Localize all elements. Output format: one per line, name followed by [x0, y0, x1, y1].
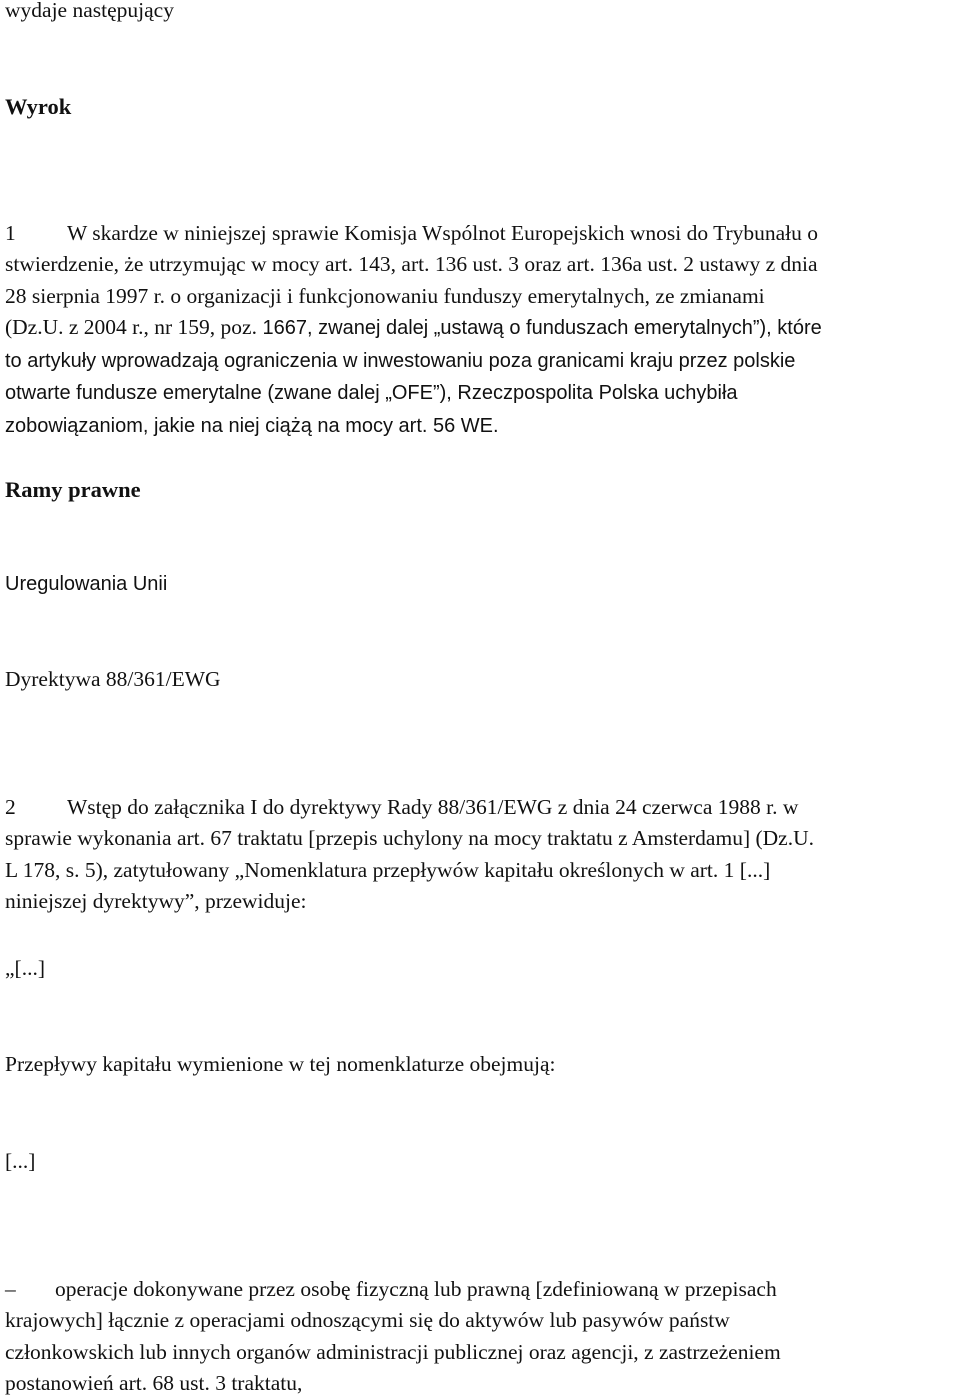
verdict-heading: Wyrok [5, 94, 72, 119]
directive-heading: Dyrektywa 88/361/EWG [5, 667, 221, 691]
dash-marker: – [5, 1276, 16, 1301]
paragraph-sans-text: 1667, zwanej dalej „ustawą o funduszach emerytalnych”), które to artykuły wprowadzają ograniczenia w inwestowaniu poza granicami kraju przez polskie otwarte fundusze emerytalne (zwane dalej „OFE”), Rzeczpospolita Polska uchybiła zobowiązaniom, jakie na niej ciążą na mocy art. 56 WE. [5, 317, 822, 437]
paragraph-text: sprawie wykonania art. 67 traktatu [przepis uchylony na mocy traktatu z Amsterdamu] (Dz.U. L 178, s. 5), zatytułowany „Nomenklatura przepływów kapitału określonych w art. 1 [...] niniejszej dyrektywy”, przewiduje: [5, 826, 814, 913]
list-item-first-line: operacje dokonywane przez osobę fizyczną lub prawną [zdefiniowaną w przepisach [55, 1276, 777, 1301]
paragraph-1 [5, 186, 958, 442]
ellipsis-line: [...] [5, 1149, 36, 1173]
union-regulations-heading: Uregulowania Unii [5, 573, 168, 595]
paragraph-number: 2 [5, 794, 16, 819]
list-item-text: krajowych] łącznie z operacjami odnoszącymi się do aktywów lub pasywów państw członkowskich lub innych organów administracji publicznej oraz agencji, z zastrzeżeniem postanowień art. 68 ust. 3 traktatu, [5, 1308, 781, 1395]
quote-open: „[...] [5, 956, 45, 980]
paragraph-serif-text: stwierdzenie, że utrzymując w mocy art. 143, art. 136 ust. 3 oraz art. 136a ust. 2 ustawy z dnia 28 sierpnia 1997 r. o organizacji i funkcjonowaniu funduszy emerytalnych, ze zmianami (Dz.U. z 2004 r., nr 159, poz. [5, 252, 818, 339]
dash-list-item [5, 1242, 958, 1400]
capital-movements-line: Przepływy kapitału wymienione w tej nomenklaturze obejmują: [5, 1052, 556, 1076]
paragraph-first-line: W skardze w niniejszej sprawie Komisja Wspólnot Europejskich wnosi do Trybunału o [67, 220, 819, 245]
paragraph-first-line: Wstęp do załącznika I do dyrektywy Rady 88/361/EWG z dnia 24 czerwca 1988 r. w [67, 794, 799, 819]
legal-framework-heading: Ramy prawne [5, 477, 141, 502]
paragraph-number: 1 [5, 220, 16, 245]
paragraph-2 [5, 760, 958, 918]
intro-text: wydaje następujący [5, 0, 174, 22]
